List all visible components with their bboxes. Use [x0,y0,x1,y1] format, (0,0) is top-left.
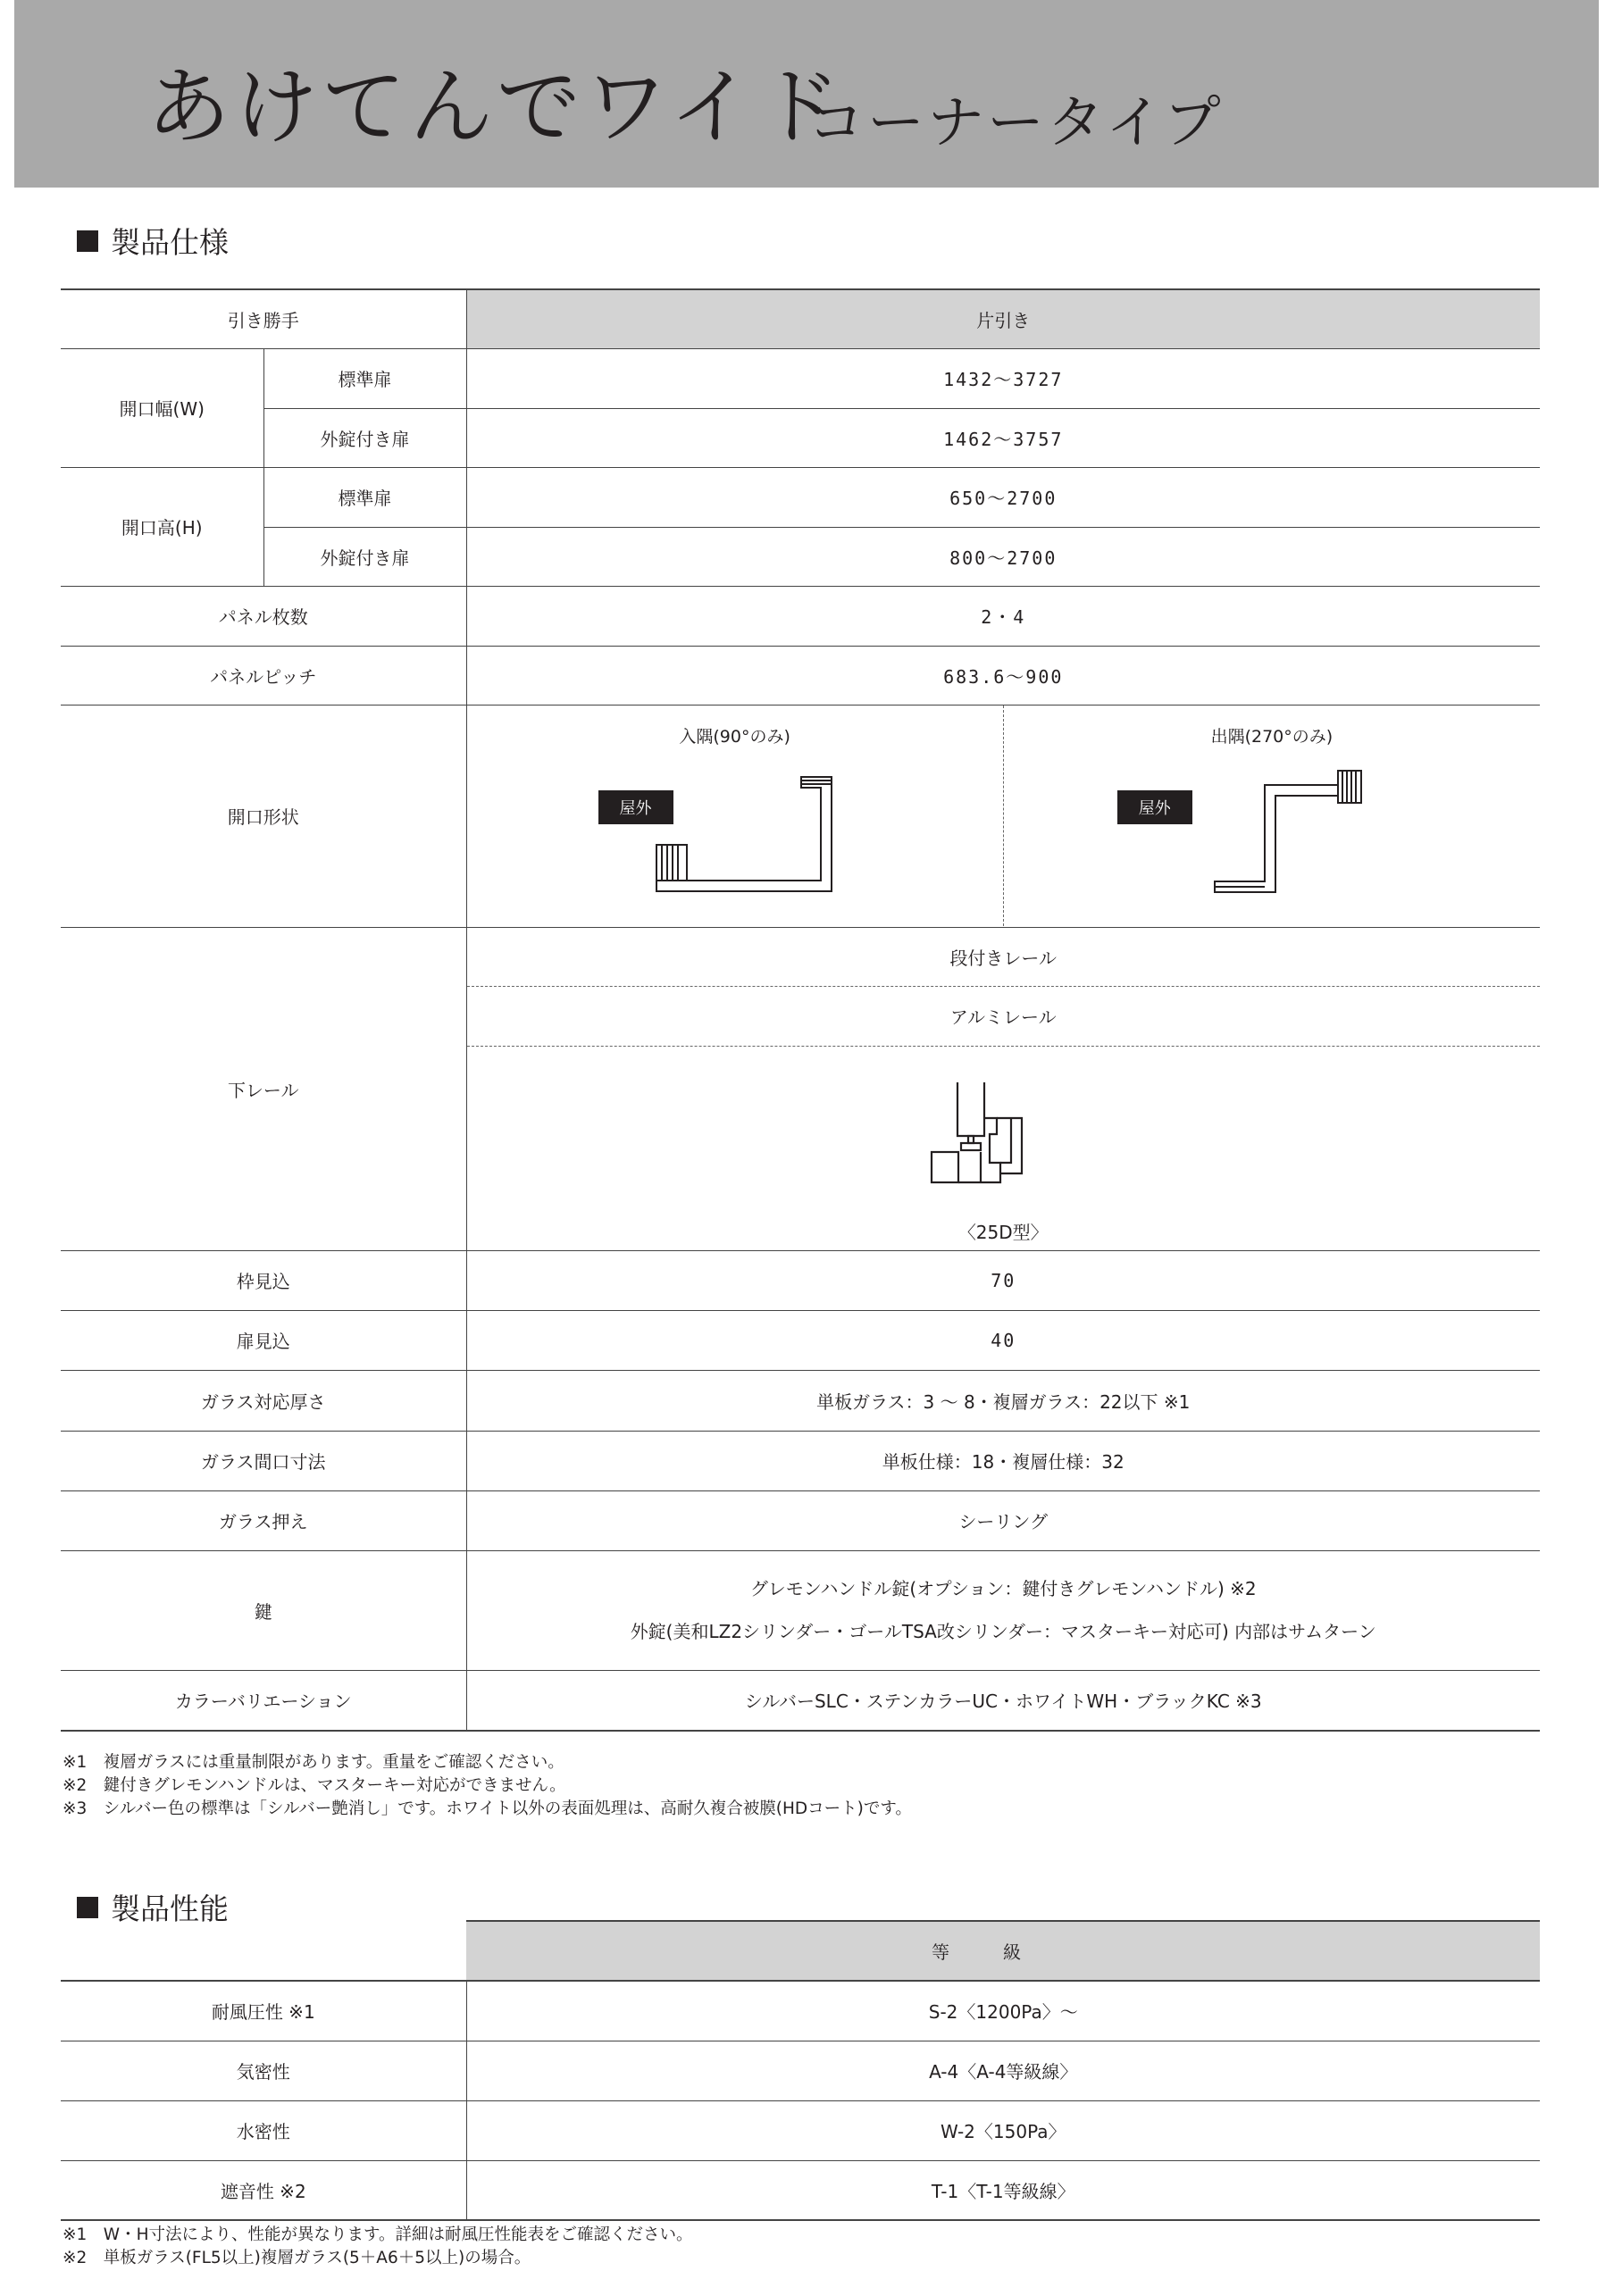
row-value: T-1〈T-1等級線〉 [466,2160,1540,2220]
table-row [61,348,1540,408]
row-value: 40 [466,1310,1540,1370]
rail-section-icon [929,1081,1063,1197]
row-label: ガラス間口寸法 [61,1431,466,1490]
table-row [61,1310,1540,1370]
inner-corner-plan-icon [646,768,860,902]
table-row [61,289,1540,348]
table-row [61,527,1540,586]
row-value: 683.6～900 [466,646,1540,705]
rail-diagram-cell [466,1046,1540,1250]
row-value: 650～2700 [466,467,1540,527]
row-label: パネル枚数 [61,586,466,646]
table-row [61,2160,1540,2220]
table-row [61,408,1540,467]
row-value: 1432～3727 [466,348,1540,408]
row-label: カラーバリエーション [61,1670,466,1731]
row-value: 800～2700 [466,527,1540,586]
row-value: 単板仕様：18・複層仕様：32 [466,1431,1540,1490]
sub-label: 外錠付き扉 [263,408,466,467]
row-label: 気密性 [61,2041,466,2100]
row-label: 枠見込 [61,1250,466,1310]
opening-shape-diagrams [467,705,1541,926]
rail-caption: 〈25D型〉 [957,1221,1049,1243]
table-row [61,646,1540,705]
row-value: シルバーSLC・ステンカラーUC・ホワイトWH・ブラックKC ※3 [466,1670,1540,1731]
row-value: 片引き [466,289,1540,348]
row-label: 扉見込 [61,1310,466,1370]
table-row [61,705,1540,927]
row-label: 開口形状 [61,705,466,927]
table-row [61,1490,1540,1550]
sub-label: 標準扉 [263,467,466,527]
spec-section-title: 製品仕様 [77,220,229,262]
row-value: W-2〈150Pa〉 [466,2100,1540,2160]
note: ※2 鍵付きグレモンハンドルは、マスターキー対応ができません。 [63,1776,566,1795]
page-title: あけてんでワイド [146,59,845,156]
row-value: A-4〈A-4等級線〉 [466,2041,1540,2100]
section-square-icon [77,1897,98,1918]
lock-line-1: グレモンハンドル錠(オプション：鍵付きグレモンハンドル) ※2 [749,1578,1257,1599]
table-row [61,1250,1540,1310]
outer-corner-diagram: 出隅(270°のみ) 屋外 [1004,705,1540,926]
title-band [14,0,1599,188]
note: ※1 複層ガラスには重量制限があります。重量をご確認ください。 [63,1753,564,1772]
inner-corner-diagram: 入隅(90°のみ) 屋外 [467,705,1004,926]
table-row [61,1981,1540,2041]
outdoor-tag: 屋外 [598,790,673,824]
spec-table [61,288,1540,1732]
table-row [61,2100,1540,2160]
row-value: 2・4 [466,586,1540,646]
row-value: 70 [466,1250,1540,1310]
row-label: 開口幅(W) [61,348,263,467]
row-value: 単板ガラス：3 ～ 8・複層ガラス：22以下 ※1 [466,1370,1540,1431]
sub-label: 標準扉 [263,348,466,408]
table-row [61,1670,1540,1731]
row-value: S-2〈1200Pa〉～ [466,1981,1540,2041]
perf-table [61,1920,1540,2221]
rail-option: アルミレール [466,986,1540,1046]
row-value: シーリング [466,1490,1540,1550]
row-label: パネルピッチ [61,646,466,705]
lock-line-2: 外錠(美和LZ2シリンダー・ゴールTSA改シリンダー：マスターキー対応可) 内部はサムターン [630,1621,1376,1642]
table-row [61,586,1540,646]
table-header-row [61,1921,1540,1981]
row-label: ガラス対応厚さ [61,1370,466,1431]
row-label: 鍵 [61,1550,466,1670]
section-square-icon [77,230,98,252]
outer-corner-plan-icon [1183,764,1379,906]
rail-option: 段付きレール [466,927,1540,986]
table-row [61,1431,1540,1490]
perf-section-title: 製品性能 [77,1886,229,1928]
sub-label: 外錠付き扉 [263,527,466,586]
spec-notes [63,1751,912,1821]
row-value: 1462～3757 [466,408,1540,467]
note: ※3 シルバー色の標準は「シルバー艶消し」です。ホワイト以外の表面処理は、高耐久複合被膜(HDコート)です。 [63,1799,912,1818]
table-row [61,467,1540,527]
table-row [61,2041,1540,2100]
row-label: 引き勝手 [61,289,466,348]
grade-header: 等級 [466,1921,1540,1981]
row-label: 耐風圧性 ※1 [61,1981,466,2041]
page-subtitle: コーナータイプ [807,90,1224,156]
outdoor-tag: 屋外 [1117,790,1192,824]
table-row [61,927,1540,986]
row-label: 下レール [61,927,466,1250]
row-label: ガラス押え [61,1490,466,1550]
perf-notes [63,2224,693,2270]
row-label: 遮音性 ※2 [61,2160,466,2220]
note: ※1 W・H寸法により、性能が異なります。詳細は耐風圧性能表をご確認ください。 [63,2225,693,2244]
table-row [61,1370,1540,1431]
row-label: 水密性 [61,2100,466,2160]
table-row [61,1550,1540,1670]
note: ※2 単板ガラス(FL5以上)複層ガラス(5＋A6＋5以上)の場合。 [63,2249,531,2267]
row-label: 開口高(H) [61,467,263,586]
